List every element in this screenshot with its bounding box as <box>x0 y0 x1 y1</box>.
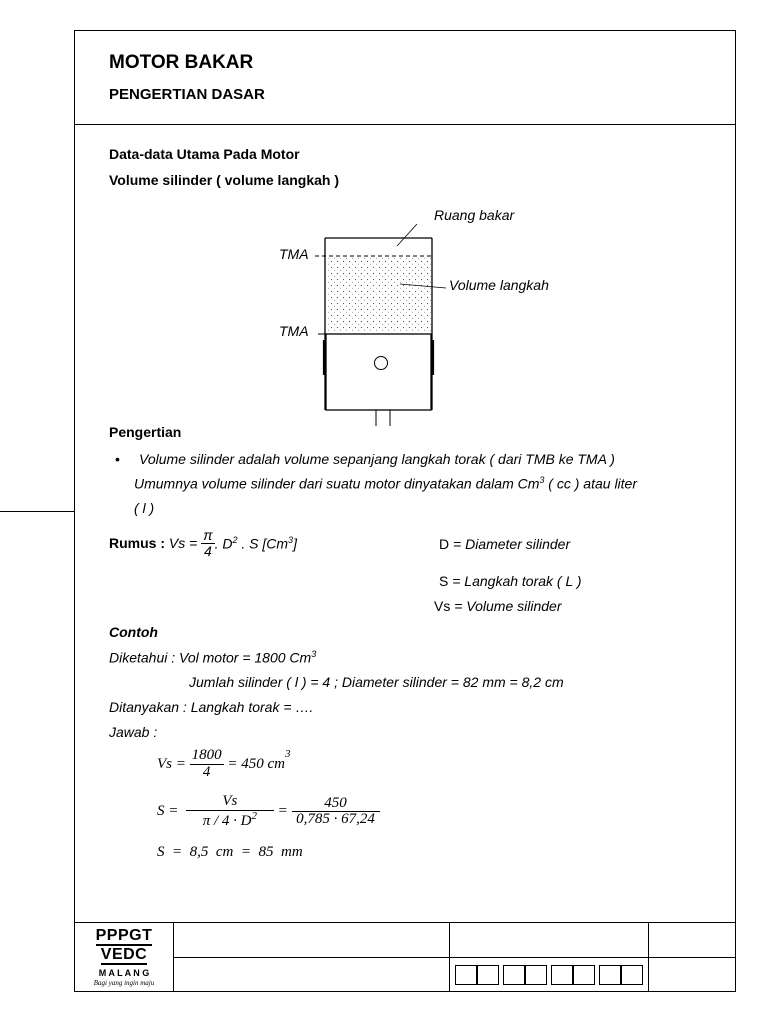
pi-over-4-fraction: $\frac{\pi}{4}$ <box>203 527 213 559</box>
vedc-logo <box>80 927 168 989</box>
page-box <box>503 965 525 985</box>
logo-city: M A L A N G <box>98 968 150 978</box>
label-tma-top: TMA <box>279 246 309 262</box>
fraction-1800-4: $\frac{1800}{4}$ <box>191 747 222 780</box>
def-langkah: S = Langkah torak ( L ) <box>439 573 582 589</box>
margin-mark <box>0 511 74 512</box>
footer-mid-border <box>173 957 736 958</box>
def-diameter: D = Diameter silinder <box>439 536 571 552</box>
logo-tagline: Bagi yang ingin maju <box>93 979 155 987</box>
equation-vs: Vs = $\frac{1800}{4}$ = 450 cm $^3$ <box>157 747 291 780</box>
bullet: • <box>115 451 120 467</box>
page-subtitle: PENGERTIAN DASAR <box>109 86 265 103</box>
piston <box>326 334 431 410</box>
rumus-formula: Rumus : Vs = $\frac{\pi}{4}$ . $D^2$ . S [Cm$^3$] <box>109 527 297 559</box>
label-tma-bottom: TMA <box>279 323 309 339</box>
contoh-heading: Contoh <box>109 624 158 640</box>
ditanyakan-line: Ditanyakan : Langkah torak = …. <box>109 699 314 715</box>
page-box <box>455 965 477 985</box>
pengertian-line2: Umumnya volume silinder dari suatu motor dinyatakan dalam Cm$^3$ ( cc ) atau liter <box>134 475 638 492</box>
equation-s: S = $\frac{Vs}{\pi / 4 \cdot D^2}$ = $\frac{450}{0,785 \cdot 67,24}$ <box>157 794 380 830</box>
jumlah-line: Jumlah silinder ( l ) = 4 ; Diameter silinder = 82 mm = 8,2 cm <box>189 674 564 690</box>
footer-col-3 <box>648 922 649 992</box>
page-box <box>551 965 573 985</box>
footer-col-1 <box>173 922 174 992</box>
logo-line1: PPPGT <box>95 927 153 944</box>
logo-line2: VEDC <box>100 946 148 963</box>
cylinder-diagram <box>270 200 570 430</box>
page-box <box>621 965 643 985</box>
pengertian-line1: Volume silinder adalah volume sepanjang langkah torak ( dari TMB ke TMA ) <box>139 451 615 467</box>
fraction-450-over: $\frac{450}{0,785 \cdot 67,24}$ <box>292 796 380 829</box>
leader-ruang-bakar <box>397 224 417 246</box>
page-title: MOTOR BAKAR <box>109 52 254 73</box>
equation-final: S = 8,5 cm = 85 mm <box>157 844 303 860</box>
diketahui-line: Diketahui : Vol motor = 1800 Cm$^3$ <box>109 649 317 666</box>
page-box <box>573 965 595 985</box>
section-heading: Data-data Utama Pada Motor <box>109 146 300 162</box>
page-box <box>599 965 621 985</box>
page-box <box>525 965 547 985</box>
pengertian-heading: Pengertian <box>109 424 182 440</box>
def-volume: Vs = Volume silinder <box>434 598 562 614</box>
jawab-line: Jawab : <box>109 724 158 740</box>
piston-pin <box>375 357 388 370</box>
label-ruang-bakar: Ruang bakar <box>434 207 515 223</box>
header-divider <box>74 124 736 125</box>
footer-col-2 <box>449 922 450 992</box>
page-box <box>477 965 499 985</box>
label-volume-langkah: Volume langkah <box>449 277 549 293</box>
pengertian-line3: ( l ) <box>134 500 155 516</box>
section-subheading: Volume silinder ( volume langkah ) <box>109 172 340 188</box>
stroke-volume-area <box>326 257 431 333</box>
fraction-vs-over: $\frac{Vs}{\pi / 4 \cdot D^2}$ <box>186 794 274 830</box>
